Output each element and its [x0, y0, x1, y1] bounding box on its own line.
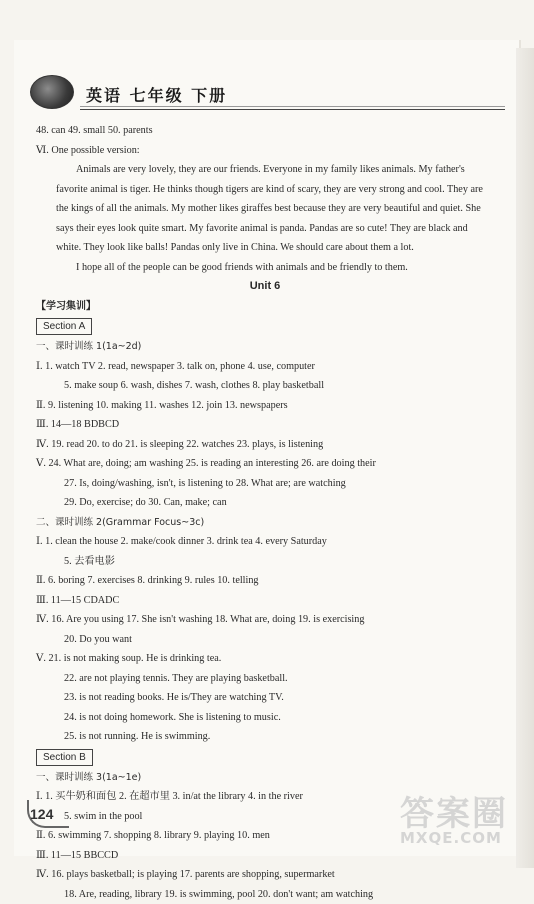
essay-paragraph: Animals are very lovely, they are our friends. Everyone in my family likes animals. My father's favorite animal is tiger. He thinks though tigers are kind of scary, they are very strong and cool. They are the kings of all the animals. My mother likes giraffes best because they are very beautiful and quiet. She says their eyes look quite smart. My favorite animal is panda. Pandas are so cute! They are black and white. They look like balls! Pandas only live in China. We should care about them a lot.: [36, 160, 494, 258]
answer-line: Ⅰ. 1. watch TV 2. read, newspaper 3. talk on, phone 4. use, computer: [36, 357, 494, 377]
header-rule: [80, 106, 505, 107]
watermark-url: MXQE.COM: [400, 829, 528, 847]
answer-line: Ⅱ. 9. listening 10. making 11. washes 12. join 13. newspapers: [36, 396, 494, 416]
answer-line: Ⅳ. 19. read 20. to do 21. is sleeping 22. watches 23. plays, is listening: [36, 435, 494, 455]
answer-line: Ⅰ. 1. clean the house 2. make/cook dinner 3. drink tea 4. every Saturday: [36, 532, 494, 552]
lesson-heading: 一、课时训练 1(1a~2d): [36, 337, 494, 357]
unit-title: Unit 6: [36, 277, 494, 297]
lesson-heading: 二、课时训练 2(Grammar Focus~3c): [36, 513, 494, 533]
book-logo-icon: [30, 75, 74, 109]
answer-line: Ⅰ. 1. 买牛奶和面包 2. 在超市里 3. in/at the library 4. in the river: [36, 787, 494, 807]
answer-line: 27. Is, doing/washing, isn't, is listening to 28. What are; are watching: [36, 474, 494, 494]
answer-line: 29. Do, exercise; do 30. Can, make; can: [36, 493, 494, 513]
answer-line: Ⅲ. 11—15 BBCCD: [36, 846, 494, 866]
page-header: [30, 75, 510, 113]
lesson-heading: 一、课时训练 3(1a~1e): [36, 768, 494, 788]
answer-line: 48. can 49. small 50. parents: [36, 121, 494, 141]
answer-line: Ⅳ. 16. Are you using 17. She isn't washing 18. What are, doing 19. is exercising: [36, 610, 494, 630]
answer-line: Ⅱ. 6. boring 7. exercises 8. drinking 9. rules 10. telling: [36, 571, 494, 591]
answer-line: 20. Do you want: [36, 630, 494, 650]
section-a-label: Section A: [36, 318, 92, 335]
answer-line: 22. are not playing tennis. They are playing basketball.: [36, 669, 494, 689]
answer-line: Ⅲ. 14—18 BDBCD: [36, 415, 494, 435]
section-b-label: Section B: [36, 749, 93, 766]
answer-line: Ⅴ. 24. What are, doing; am washing 25. is reading an interesting 26. are doing their: [36, 454, 494, 474]
answer-line: Ⅳ. 16. plays basketball; is playing 17. parents are shopping, supermarket: [36, 865, 494, 885]
answer-line: Ⅲ. 11—15 CDADC: [36, 591, 494, 611]
answer-line: 5. make soup 6. wash, dishes 7. wash, clothes 8. play basketball: [36, 376, 494, 396]
essay-paragraph: I hope all of the people can be good friends with animals and be friendly to them.: [36, 258, 494, 278]
page-number: 124: [30, 806, 53, 822]
answer-line: 23. is not reading books. He is/They are watching TV.: [36, 688, 494, 708]
answer-line: 5. swim in the pool: [36, 807, 494, 827]
answer-line: 5. 去看电影: [36, 552, 494, 572]
answer-line: 25. is not running. He is swimming.: [36, 727, 494, 747]
watermark-logo: [400, 786, 528, 866]
adjacent-page-edge: [516, 48, 534, 868]
answer-line: 18. Are, reading, library 19. is swimming, pool 20. don't want; am watching: [36, 885, 494, 904]
header-title: 英语 七年级 下册: [86, 83, 227, 106]
answer-line: 24. is not doing homework. She is listening to music.: [36, 708, 494, 728]
answer-line: Ⅵ. One possible version:: [36, 141, 494, 161]
answer-line: Ⅴ. 21. is not making soup. He is drinking tea.: [36, 649, 494, 669]
answer-line: Ⅱ. 6. swimming 7. shopping 8. library 9. playing 10. men: [36, 826, 494, 846]
study-heading: 【学习集训】: [36, 297, 494, 317]
watermark-text: 答案圈: [400, 786, 528, 835]
header-rule: [80, 109, 505, 110]
